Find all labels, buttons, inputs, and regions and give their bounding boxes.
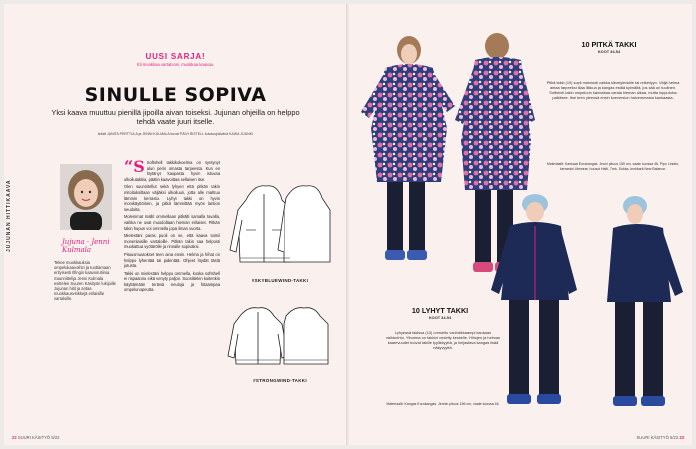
body-paragraph: Pituusmuutokset teen aina ensin. Helma ja hihat on helppo lyhentää tai pidentää. Ohjeet löydät tästä jutusta. [124,251,220,269]
model-photo-lyhyt-front [489,190,579,420]
right-page [349,4,692,445]
author-portrait [60,164,112,230]
right-folio [637,435,685,440]
sketch-top-label: #SKYBLUEWIND-TAKKI [251,278,309,283]
series-title: UUSI SARJA! [145,52,206,61]
vertical-section-label: JUJUNAN HITTIKAAVA [6,179,12,252]
body-paragraph: Mielestäni paras puoli on se, että kaava toimii monenlaisille vartaloille. Pitkän takin saa helposti muokattua vyötärölle ja rinnalle sopivaksi. [124,233,220,250]
lyhyt-description: Lyhyessä takissa (10) ommeltu vauhdikkaampi kankaan vaihtoehto. Ylivoima on takkini vedetty keskelle. Hihojen ja helman kaarevuudet tuovat takille tyylikkyyttä, ja heijastava kangas lisää näkyvyyttä. [385,330,501,351]
lead-text: Yksi kaava muuttuu pienillä jipoilla aivan toiseksi. Jujunan ohjeilla on helppo tehdä vaate juuri itselle. [51,108,300,126]
body-paragraph: Takki on mielestäni helppo ommella, koska softshell ei rispaannu eikä venyty paljon. Suosittelen kuitenkin käyttämään teräviä neuloja ja hitaampaa ompelunopeutta. [124,270,220,293]
page-number: 22 [12,435,17,440]
left-page [4,4,347,445]
pitka-materials: Materiaalit: Kankaat Eurokangas. Jenni pituus 159 cm, vaate koossa 46. Pipo Lindex, kerrastot Lifewear, housut Halti, Trek, Sukka, lenkkarit New Balance. [546,162,680,171]
lyhyt-materials: Materiaalit: Kangas Eurokangas. Jennin pituus 159 cm, vaate koossa 46. [386,402,500,406]
author-bio: Tekee muokkauksia ompelukaavoihin ja tuottamaan erityisesti Ilfingin kaaviorutiinia. Suunnittelija Jenni Kulmala esittelee Suuren Käsityön lukijoille Jujunan hitit ja antaa muokkausvinkkejä erilaisille vartaloille. [54,260,116,302]
headline: SINULLE SOPIVA [84,84,267,106]
body-paragraph: Molemmat mallit ommellaan pitkälti samalla tavalla, vaikka ne ovat muodoltaan hieman erilaiset. Pitkän takin hupun voi ommella jopa ilman vuorta. [124,214,220,231]
lyhyt-title: 10 LYHYT TAKKI [411,306,469,315]
pitka-title: 10 PITKÄ TAKKI [581,40,637,49]
body-paragraph: Olen suunnitellut sekä lyhyen että pitkän takin mitoituksiltaan väljäksi ulkoiluun, jotta alle mahtuu lämmin kerrasto. Lyhyt takki on hyvin monikäyttöinen, ja pitkä lämmittää myös lantion seudulta. [124,184,220,212]
body-paragraph: Softshell takkikokoelma on syntynyt alun perin omasta tarpeesta. Kun en löytänyt kaupasta hyvin istuvaa ulkoilutakkia, päätin kaavoittaa sellaisen itse. [124,160,220,182]
lyhyt-sizes: KOOT 34-54 [428,315,452,320]
left-folio [12,435,60,440]
pitka-sizes: KOOT 34-54 [597,49,621,54]
model-photo-lyhyt-side [599,192,689,422]
jacket-sketch-top [226,180,336,280]
credits: teksti JANITA PERTTULA ja JENNI KULMALA kuvat PÄIVI RISTELL kuvauspäivänä KAISA JOUNKI [97,132,254,136]
signature: Jujuna · Jenni Kulmala [62,238,110,254]
body-text [124,157,220,295]
model-photo-pitka-front [357,32,457,272]
quote-mark-icon: “S [124,157,145,176]
sketch-bottom-label: #STRONGWIND-TAKKI [253,378,307,383]
jacket-sketch-bottom [226,304,336,376]
page-number: 23 [679,435,684,440]
pitka-description: Pitkä takki (10) sopii mainiosti vaikka kävelylenkille tai retkeilyyn. Väljä helma antaa tarpeeksi tilaa liikkua ja kangas estää kylmältä, jos sää on tuulinen. Softshell-takin ompeluun kannattaa varata hieman aikaa, mutta lopputulos palkitsee. Itse teen yleensä ensin koeversion halvemmasta kankaasta. [546,80,680,101]
magazine-name: SUURI KÄSITYÖ 5/22 [17,435,60,440]
magazine-name: SUURI KÄSITYÖ 5/22 [636,435,679,440]
series-subtitle: Eli muokkaa vartaloosi, muokkaa kaavaa. [136,62,215,67]
